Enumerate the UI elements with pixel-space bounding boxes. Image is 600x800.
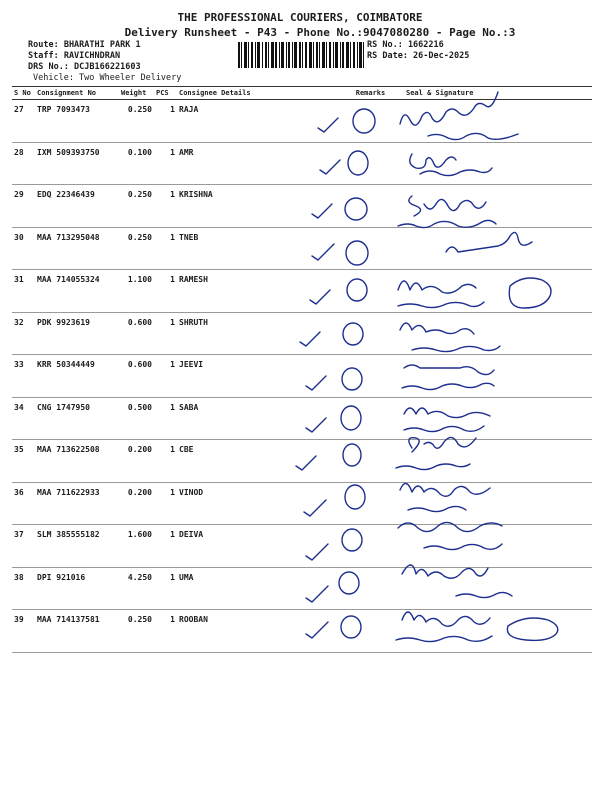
consignment-cell: CNG 1747950 [35, 397, 119, 440]
pcs-cell: 1 [154, 185, 177, 228]
consignee-cell: VINOD [177, 482, 343, 525]
col-header-remarks: Remarks [343, 87, 398, 100]
consignment-cell: MAA 714055324 [35, 270, 119, 313]
consignee-cell: SHRUTH [177, 312, 343, 355]
signature-cell [398, 482, 592, 525]
sno-cell: 33 [12, 355, 35, 398]
pcs-cell: 1 [154, 270, 177, 313]
table-row [12, 397, 592, 440]
consignment-cell: TRP 7093473 [35, 100, 119, 143]
pcs-cell: 1 [154, 100, 177, 143]
col-header-sno: S No [12, 87, 35, 100]
consignee-cell: RAMESH [177, 270, 343, 313]
table-row [12, 142, 592, 185]
remarks-cell [343, 312, 398, 355]
signature-cell [398, 440, 592, 483]
weight-cell: 0.500 [119, 397, 154, 440]
remarks-cell [343, 142, 398, 185]
table-row [12, 525, 592, 568]
col-header-consignment: Consignment No [35, 87, 119, 100]
sno-cell: 31 [12, 270, 35, 313]
consignee-cell: KRISHNA [177, 185, 343, 228]
table-row [12, 185, 592, 228]
table-row [12, 440, 592, 483]
remarks-cell [343, 482, 398, 525]
weight-cell: 0.250 [119, 610, 154, 653]
table-row [12, 312, 592, 355]
signature-cell [398, 100, 592, 143]
sno-cell: 30 [12, 227, 35, 270]
sno-cell: 29 [12, 185, 35, 228]
consignee-cell: RAJA [177, 100, 343, 143]
sno-cell: 27 [12, 100, 35, 143]
weight-cell: 0.100 [119, 142, 154, 185]
route-label: Route: BHARATHI PARK 1 [28, 40, 141, 50]
sno-cell: 35 [12, 440, 35, 483]
signature-cell [398, 610, 592, 653]
drs-number: DRS No.: DCJB166221603 [28, 62, 141, 72]
pcs-cell: 1 [154, 397, 177, 440]
table-row [12, 355, 592, 398]
consignment-cell: IXM 509393750 [35, 142, 119, 185]
table-row [12, 270, 592, 313]
staff-label: Staff: RAVICHNDRAN [28, 51, 121, 61]
remarks-cell [343, 525, 398, 568]
sno-cell: 36 [12, 482, 35, 525]
col-header-signature: Seal & Signature [398, 87, 592, 100]
consignment-cell: MAA 714137581 [35, 610, 119, 653]
consignee-cell: DEIVA [177, 525, 343, 568]
col-header-consignee: Consignee Details [177, 87, 343, 100]
consignment-cell: DPI 921016 [35, 567, 119, 610]
signature-cell [398, 567, 592, 610]
consignee-cell: JEEVI [177, 355, 343, 398]
sno-cell: 38 [12, 567, 35, 610]
table-row [12, 227, 592, 270]
remarks-cell [343, 227, 398, 270]
weight-cell: 1.100 [119, 270, 154, 313]
col-header-pcs: PCS [154, 87, 177, 100]
rs-date: RS Date: 26-Dec-2025 [367, 51, 470, 61]
sno-cell: 32 [12, 312, 35, 355]
remarks-cell [343, 397, 398, 440]
pcs-cell: 1 [154, 355, 177, 398]
pcs-cell: 1 [154, 227, 177, 270]
vehicle-label: Vehicle: Two Wheeler Delivery [33, 73, 182, 83]
pcs-cell: 1 [154, 142, 177, 185]
consignment-cell: MAA 713295048 [35, 227, 119, 270]
rs-number: RS No.: 1662216 [367, 40, 444, 50]
weight-cell: 0.600 [119, 312, 154, 355]
signature-cell [398, 185, 592, 228]
weight-cell: 0.250 [119, 227, 154, 270]
table-row [12, 610, 592, 653]
pcs-cell: 1 [154, 610, 177, 653]
table-row [12, 567, 592, 610]
table-row [12, 100, 592, 143]
table-body [12, 100, 592, 653]
signature-cell [398, 525, 592, 568]
signature-cell [398, 397, 592, 440]
signature-cell [398, 142, 592, 185]
remarks-cell [343, 270, 398, 313]
consignment-cell: EDQ 22346439 [35, 185, 119, 228]
weight-cell: 4.250 [119, 567, 154, 610]
barcode-image [238, 42, 364, 68]
consignment-cell: MAA 711622933 [35, 482, 119, 525]
consignee-cell: AMR [177, 142, 343, 185]
consignment-cell: MAA 713622508 [35, 440, 119, 483]
weight-cell: 0.200 [119, 440, 154, 483]
remarks-cell [343, 355, 398, 398]
remarks-cell [343, 440, 398, 483]
pcs-cell: 1 [154, 312, 177, 355]
company-title: THE PROFESSIONAL COURIERS, COIMBATORE [177, 11, 423, 24]
consignee-cell: UMA [177, 567, 343, 610]
weight-cell: 0.600 [119, 355, 154, 398]
remarks-cell [343, 100, 398, 143]
runsheet-subtitle: Delivery Runsheet - P43 - Phone No.:9047080280 - Page No.:3 [124, 26, 516, 39]
remarks-cell [343, 185, 398, 228]
weight-cell: 0.250 [119, 100, 154, 143]
sno-cell: 39 [12, 610, 35, 653]
table-row [12, 482, 592, 525]
signature-cell [398, 355, 592, 398]
consignment-cell: SLM 385555182 [35, 525, 119, 568]
weight-cell: 1.600 [119, 525, 154, 568]
runsheet-table [12, 86, 592, 653]
weight-cell: 0.250 [119, 185, 154, 228]
pcs-cell: 1 [154, 482, 177, 525]
sno-cell: 28 [12, 142, 35, 185]
remarks-cell [343, 610, 398, 653]
pcs-cell: 1 [154, 525, 177, 568]
pcs-cell: 1 [154, 567, 177, 610]
pcs-cell: 1 [154, 440, 177, 483]
signature-cell [398, 227, 592, 270]
consignment-cell: PDK 9923619 [35, 312, 119, 355]
col-header-weight: Weight [119, 87, 154, 100]
table-header-row [12, 87, 592, 100]
signature-cell [398, 270, 592, 313]
signature-cell [398, 312, 592, 355]
sno-cell: 34 [12, 397, 35, 440]
consignment-cell: KRR 50344449 [35, 355, 119, 398]
weight-cell: 0.200 [119, 482, 154, 525]
sno-cell: 37 [12, 525, 35, 568]
consignee-cell: CBE [177, 440, 343, 483]
consignee-cell: ROOBAN [177, 610, 343, 653]
remarks-cell [343, 567, 398, 610]
consignee-cell: SABA [177, 397, 343, 440]
consignee-cell: TNEB [177, 227, 343, 270]
